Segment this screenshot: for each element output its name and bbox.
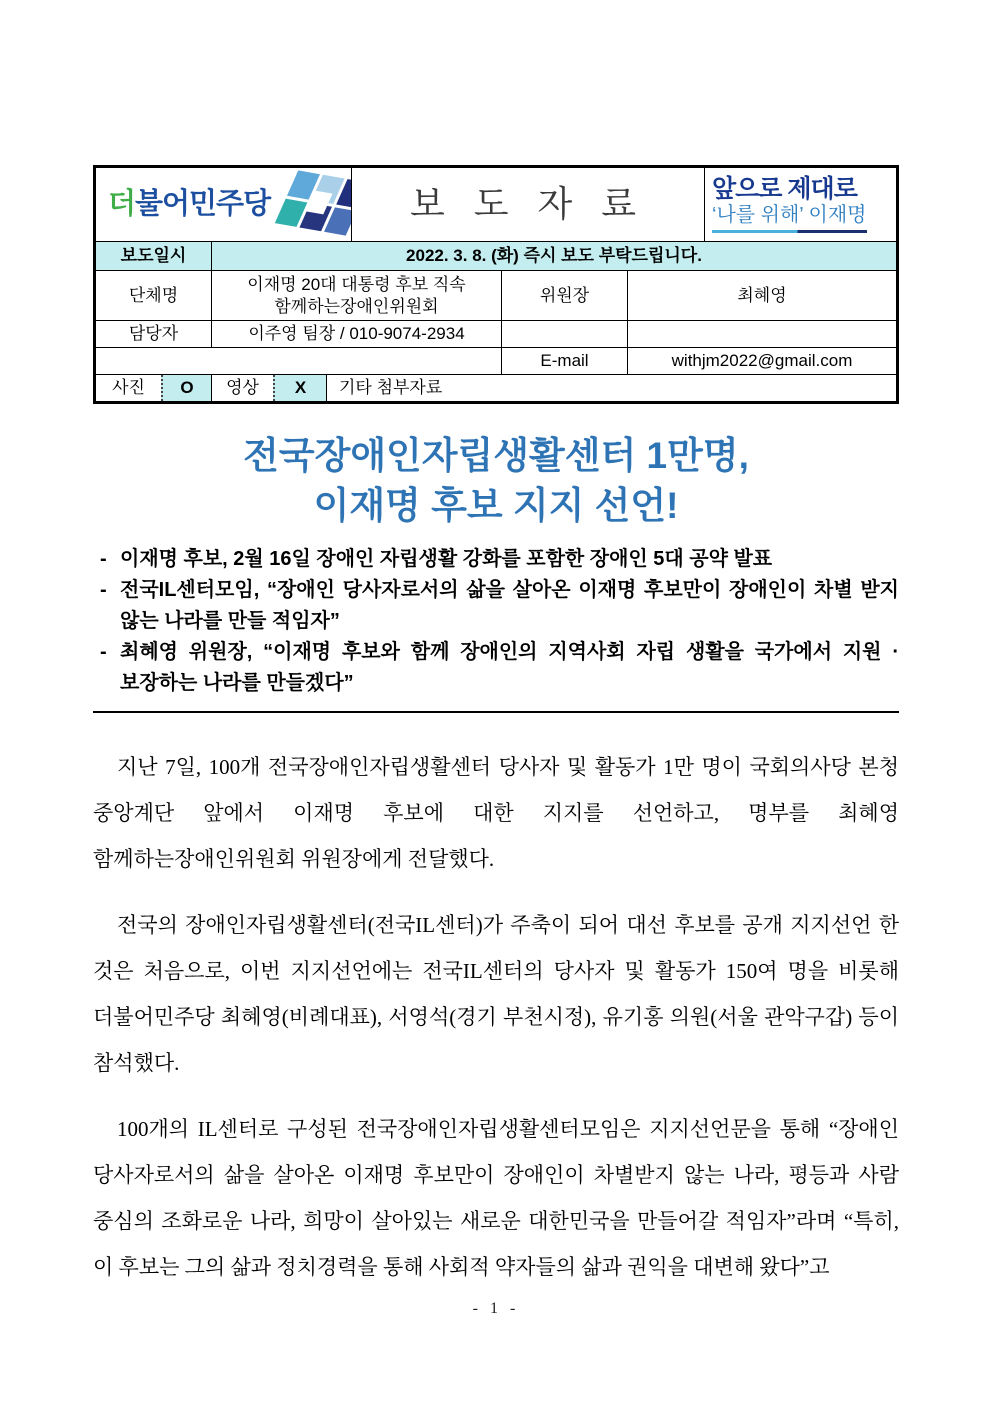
header-logo-row (96, 168, 896, 241)
bullet-text: 이재명 후보, 2월 16일 장애인 자립생활 강화를 포함한 장애인 5대 공약 발표 (120, 547, 773, 570)
email-label: E-mail (501, 348, 627, 374)
email-row (96, 347, 896, 374)
video-flag-value: X (273, 375, 326, 401)
manager-row (96, 320, 896, 347)
manager-value: 이주영 팀장 / 010-9074-2934 (211, 321, 501, 347)
press-date-row (96, 241, 896, 270)
summary-bullets (93, 544, 899, 699)
article-body (93, 744, 899, 1290)
party-flag-icon (275, 170, 351, 235)
org-label: 단체명 (128, 285, 179, 305)
press-date-label: 보도일시 (120, 246, 187, 266)
org-value (211, 271, 501, 320)
body-paragraph: 전국의 장애인자립생활센터(전국IL센터)가 주축이 되어 대선 후보를 공개 지지선언 한 것은 처음으로, 이번 지지선언에는 전국IL센터의 당사자 및 활동가 150여 명을 비롯해 더불어민주당 최혜영(비례대표), 서영석(경기 부천시정), 유기홍 의원(서울 관악구갑) 등이 참석했다. (93, 912, 899, 1075)
email-empty-cell (96, 348, 501, 374)
photo-label: 사진 (112, 378, 145, 398)
manager-label: 담당자 (128, 324, 179, 344)
headline (93, 431, 899, 531)
page-number: - 1 - (472, 1300, 520, 1317)
slogan-line1: 앞으로 제대로 (712, 174, 857, 203)
campaign-slogan (704, 168, 896, 241)
chair-value: 최혜영 (627, 271, 896, 320)
headline-line1: 전국장애인자립생활센터 1만명, (243, 435, 749, 476)
body-paragraph: 100개의 IL센터로 구성된 전국장애인자립생활센터모임은 지지선언문을 통해 “장애인 당사자로서의 삶을 살아온 이재명 후보만이 장애인이 차별받지 않는 나라, 평등과 사람 중심의 조화로운 나라, 희망이 살아있는 새로운 대한민국을 만들어갈 적임자”라며 “특히, 이 후보는 그의 삶과 정치경력을 통해 사회적 약자들의 삶과 권익을 대변해 왔다”고 (93, 1116, 899, 1279)
manager-empty-cell-2 (627, 321, 896, 347)
bullet-dash: - (100, 640, 107, 663)
body-paragraph: 지난 7일, 100개 전국장애인자립생활센터 당사자 및 활동가 1만 명이 국회의사당 본청 중앙계단 앞에서 이재명 후보에 대한 지지를 선언하고, 명부를 최혜영 함께하는장애인위원회 위원장에게 전달했다. (93, 754, 899, 871)
summary-bullet (93, 637, 899, 699)
page-content (93, 165, 899, 1310)
press-date-value: 2022. 3. 8. (화) 즉시 보도 부탁드립니다. (211, 242, 896, 270)
bullet-text: 최혜영 위원장, “이재명 후보와 함께 장애인의 지역사회 자립 생활을 국가에서 지원 · 보장하는 나라를 만들겠다” (120, 640, 899, 694)
party-name-first: 더 (108, 188, 136, 221)
party-logo (96, 168, 351, 241)
summary-bullet (93, 544, 899, 575)
org-value-line1: 이재명 20대 대통령 후보 직속 (247, 275, 466, 295)
party-logo-wrap (108, 179, 351, 231)
doc-type-title: 보 도 자 료 (409, 184, 647, 224)
video-label: 영상 (211, 375, 273, 401)
bullet-dash: - (100, 547, 107, 570)
doc-type-cell (351, 168, 704, 241)
org-value-line2: 함께하는장애인위원회 (274, 296, 439, 316)
etc-attachments-label: 기타 첨부자료 (326, 375, 896, 401)
slogan-line2: ‘나를 위해’ 이재명 (712, 204, 867, 227)
manager-empty-cell-1 (501, 321, 627, 347)
headline-line2: 이재명 후보 지지 선언! (313, 484, 679, 526)
bullet-dash: - (100, 578, 107, 601)
header-info-table (93, 165, 899, 404)
party-name-rest: 불어민주당 (135, 188, 271, 221)
photo-flag-value: O (161, 375, 211, 401)
organization-row (96, 270, 896, 320)
email-value: withjm2022@gmail.com (627, 348, 896, 374)
section-divider (93, 711, 899, 713)
summary-bullet (93, 575, 899, 637)
chair-label: 위원장 (501, 271, 627, 320)
party-name (108, 186, 270, 222)
attachments-row (96, 374, 896, 401)
bullet-text: 전국IL센터모임, “장애인 당사자로서의 삶을 살아온 이재명 후보만이 장애인이 차별 받지 않는 나라를 만들 적임자” (120, 578, 899, 632)
